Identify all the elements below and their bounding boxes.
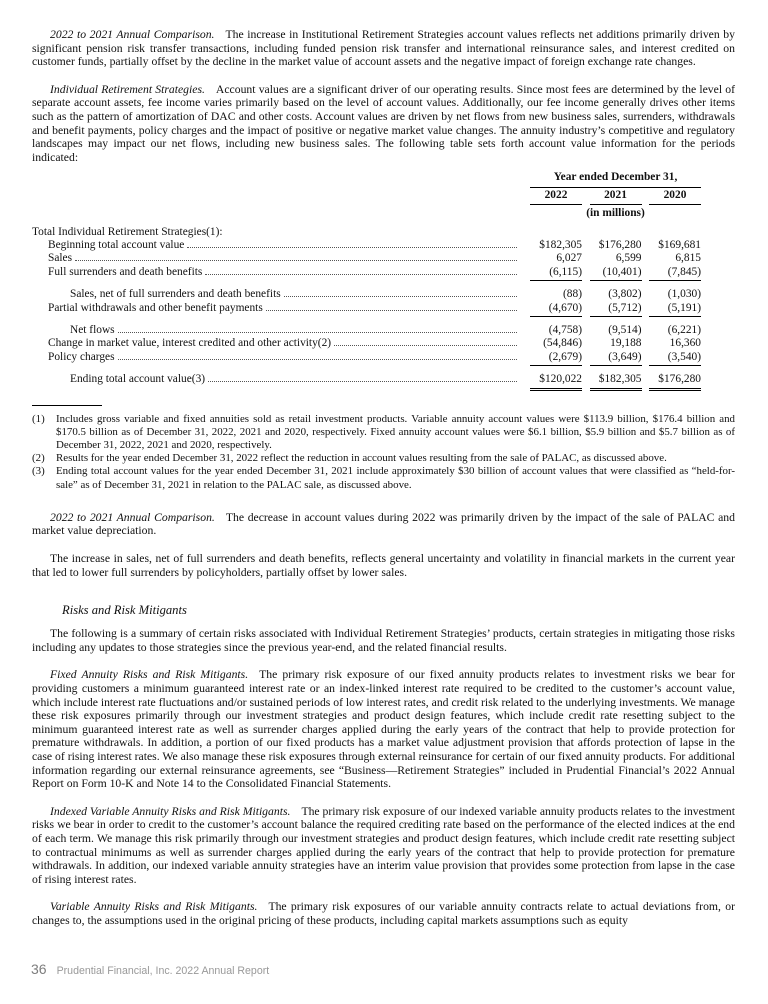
- row-value: $182,305: [590, 373, 642, 390]
- footnote: [32, 452, 735, 465]
- footnote-text: Ending total account values for the year ended December 31, 2021 include approximately $30 billion of account values that were classified as “held-for-sale” as of December 31, 2021 in relation to the PALAC sale, as discussed above.: [56, 465, 735, 491]
- row-value: $176,280: [598, 238, 642, 251]
- row-label: Policy charges: [48, 350, 115, 363]
- dot-leader: [208, 381, 516, 382]
- table-year-column: 2022: [530, 189, 582, 205]
- table-row: [32, 373, 735, 390]
- row-value: 19,188: [610, 337, 642, 350]
- paragraph-text: The primary risk exposure of our fixed annuity products relates to investment risks we bear for providing customers a minimum guaranteed interest rate or an index-linked interest rate required to be credited to the customer’s account value, which include interest rate fluctuations and/or sustained periods of low interest rates, and credit risk related to the underlying investments. We manage these risk exposures primarily through our investment strategies and product design features, which include credit rate resetting subject to the minimum guaranteed interest rate as well as surrender charges applied during the early years of the contract that help to provide protection for premature withdrawals. In addition, a portion of our fixed products has a market value adjustment provision that affords protection of lapse in the case of rising interest rates. We also manage these risk exposures through external reinsurance for certain of our fixed annuity products. For additional information regarding our external reinsurance agreements, see “Business—Retirement Strategies” included in Prudential Financial’s 2022 Annual Report on Form 10-K and Note 14 to the Consolidated Financial Statements.: [32, 668, 735, 791]
- table-row: [32, 302, 735, 317]
- document-body: [32, 28, 735, 942]
- paragraph-lead: Individual Retirement Strategies.: [50, 82, 205, 96]
- row-value: $169,681: [658, 238, 701, 251]
- table-row: [32, 252, 735, 265]
- row-label: Change in market value, interest credited and other activity(2): [48, 337, 332, 350]
- section-heading: Risks and Risk Mitigants: [62, 603, 187, 618]
- table-row: [32, 337, 735, 350]
- table-row: [32, 351, 735, 366]
- table-row: [32, 239, 735, 252]
- dot-leader: [284, 296, 517, 297]
- table-header-years: [530, 189, 701, 205]
- paragraph: [32, 627, 735, 654]
- paragraph: [32, 900, 735, 927]
- footnote-number: (1): [32, 412, 45, 425]
- footnotes-block: [32, 405, 735, 492]
- dot-leader: [187, 247, 516, 248]
- row-value: 6,027: [556, 252, 582, 265]
- row-label: Net flows: [70, 324, 115, 336]
- footnote-text: Includes gross variable and fixed annuities sold as retail investment products. Variable annuity account values were $113.9 billion, $176.4 billion and $170.5 billion as of December 31, 2022, 2021 and 2020, respectively. Fixed annuity account values were $6.1 billion, $5.9 billion and $5.7 billion as of December 31, 2022, 2021 and 2020, respectively.: [56, 412, 735, 452]
- row-value: (5,191): [649, 302, 701, 317]
- paragraph: [32, 511, 735, 538]
- row-value: (3,649): [590, 351, 642, 366]
- table-row: [32, 288, 735, 301]
- footnote-number: (3): [32, 465, 45, 478]
- row-value: 16,360: [669, 337, 701, 350]
- paragraph-text: The primary risk exposure of our indexed variable annuity products relates to the investment risks we bear in order to credit to the customer’s account balance the required crediting rate based on the performance of the elected indices at the end of each term. We manage this risk primarily through our investment strategies and product design features, which include credit rate resetting subject to contractual minimums as well as surrender charges applied during the early years of the contract that help to provide protection for premature withdrawals. In addition, our indexed variable annuity strategies have an interim value provision that provides some protection from lapse in the case of rising interest rates.: [32, 804, 735, 886]
- row-value: (4,758): [548, 324, 582, 336]
- row-value: 6,815: [675, 252, 701, 265]
- row-label: Ending total account value(3): [70, 373, 206, 386]
- paragraph-text: The primary risk exposures of our variable annuity contracts relate to actual deviations from, or changes to, the assumptions used in the original pricing of these products, including capital markets assumptions such as equity: [32, 900, 735, 927]
- row-label: Partial withdrawals and other benefit payments: [48, 301, 263, 314]
- page-footer: [31, 961, 269, 977]
- row-value: 6,599: [615, 252, 642, 265]
- dot-leader: [118, 332, 517, 333]
- row-value: (6,115): [530, 266, 582, 281]
- row-label: Full surrenders and death benefits: [48, 265, 203, 278]
- row-value: (10,401): [590, 266, 642, 281]
- dot-leader: [75, 260, 516, 261]
- footer-report-title: Prudential Financial, Inc. 2022 Annual Report: [56, 965, 270, 977]
- footnote-text: Results for the year ended December 31, 2022 reflect the reduction in account values resulting from the sale of PALAC, as discussed above.: [56, 452, 667, 465]
- row-value: (54,846): [543, 337, 582, 350]
- paragraph-text: The increase in sales, net of full surrenders and death benefits, reflects general uncertainty and volatility in financial markets in the current year that led to lower full surrenders by policyholders, partially offset by lower sales.: [32, 552, 735, 579]
- dot-leader: [334, 345, 516, 346]
- row-value: (2,679): [530, 351, 582, 366]
- row-value: (3,802): [608, 288, 642, 301]
- table-header: [530, 171, 701, 223]
- table-units-label: (in millions): [586, 207, 645, 220]
- row-label: Beginning total account value: [48, 238, 185, 251]
- row-label: Sales: [48, 252, 73, 265]
- row-value: $120,022: [530, 373, 582, 390]
- row-value: (88): [563, 288, 582, 301]
- footnote: [32, 465, 735, 491]
- table-row: [32, 266, 735, 281]
- footnote-number: (2): [32, 452, 45, 465]
- row-value: (4,670): [530, 302, 582, 317]
- table-row: [32, 324, 735, 337]
- page-number: 36: [31, 961, 47, 977]
- row-value: (5,712): [590, 302, 642, 317]
- paragraph-lead: Indexed Variable Annuity Risks and Risk Mitigants.: [50, 804, 291, 818]
- table-header-title: Year ended December 31,: [530, 171, 701, 187]
- row-value: (3,540): [649, 351, 701, 366]
- row-value: (1,030): [667, 288, 701, 301]
- row-value: $176,280: [649, 373, 701, 390]
- paragraph-lead: 2022 to 2021 Annual Comparison.: [50, 510, 215, 524]
- paragraph-text: The decrease in account values during 2022 was primarily driven by the impact of the sale of PALAC and market value depreciation.: [32, 510, 735, 538]
- dot-leader: [118, 359, 517, 360]
- row-label: Sales, net of full surrenders and death benefits: [70, 288, 281, 301]
- row-value: (7,845): [649, 266, 701, 281]
- paragraph-lead: Variable Annuity Risks and Risk Mitigants.: [50, 900, 258, 914]
- paragraph: [32, 83, 735, 165]
- paragraph-text: Account values are a significant driver of our operating results. Since most fees are determined by the level of separate account assets, fee income varies primarily based on the level of account values. Additionally, our fee income generally drives other items such as the pattern of amortization of DAC and other costs. Account values are driven by net flows from new business sales, surrenders, withdrawals and benefit payments, policy charges and the impact of positive or negative market value changes. The annuity industry’s competitive and regulatory landscapes may impact our net flows, including new business sales. The following table sets forth account value information for the periods indicated:: [32, 82, 735, 164]
- footnote: [32, 413, 735, 453]
- paragraph: [32, 805, 735, 887]
- financial-table: [32, 171, 735, 390]
- paragraph: [32, 28, 735, 69]
- paragraph-lead: 2022 to 2021 Annual Comparison.: [50, 28, 215, 41]
- paragraph-text: The following is a summary of certain risks associated with Individual Retirement Strategies’ products, certain strategies in mitigating those risks including any updates to those strategies since the previous year-end, and the related financial results.: [32, 627, 735, 654]
- dot-leader: [205, 274, 516, 275]
- row-value: (9,514): [608, 324, 642, 336]
- row-value: (6,221): [667, 324, 701, 336]
- table-year-column: 2021: [590, 189, 642, 205]
- dot-leader: [266, 310, 517, 311]
- table-year-column: 2020: [649, 189, 701, 205]
- paragraph: [32, 668, 735, 790]
- paragraph: [32, 552, 735, 579]
- row-value: $182,305: [539, 238, 582, 251]
- paragraph-text: The increase in Institutional Retirement Strategies account values reflects net additions primarily driven by significant pension risk transfer transactions, including funded pension risk transfer and international reinsurance sales, and interest credited on customer funds, partially offset by the decline in the market value of account assets and the negative impact of foreign exchange rate changes.: [32, 28, 735, 69]
- table-section-label: Total Individual Retirement Strategies(1):: [32, 225, 223, 238]
- footnote-separator: [32, 405, 102, 406]
- paragraph-lead: Fixed Annuity Risks and Risk Mitigants.: [50, 668, 249, 682]
